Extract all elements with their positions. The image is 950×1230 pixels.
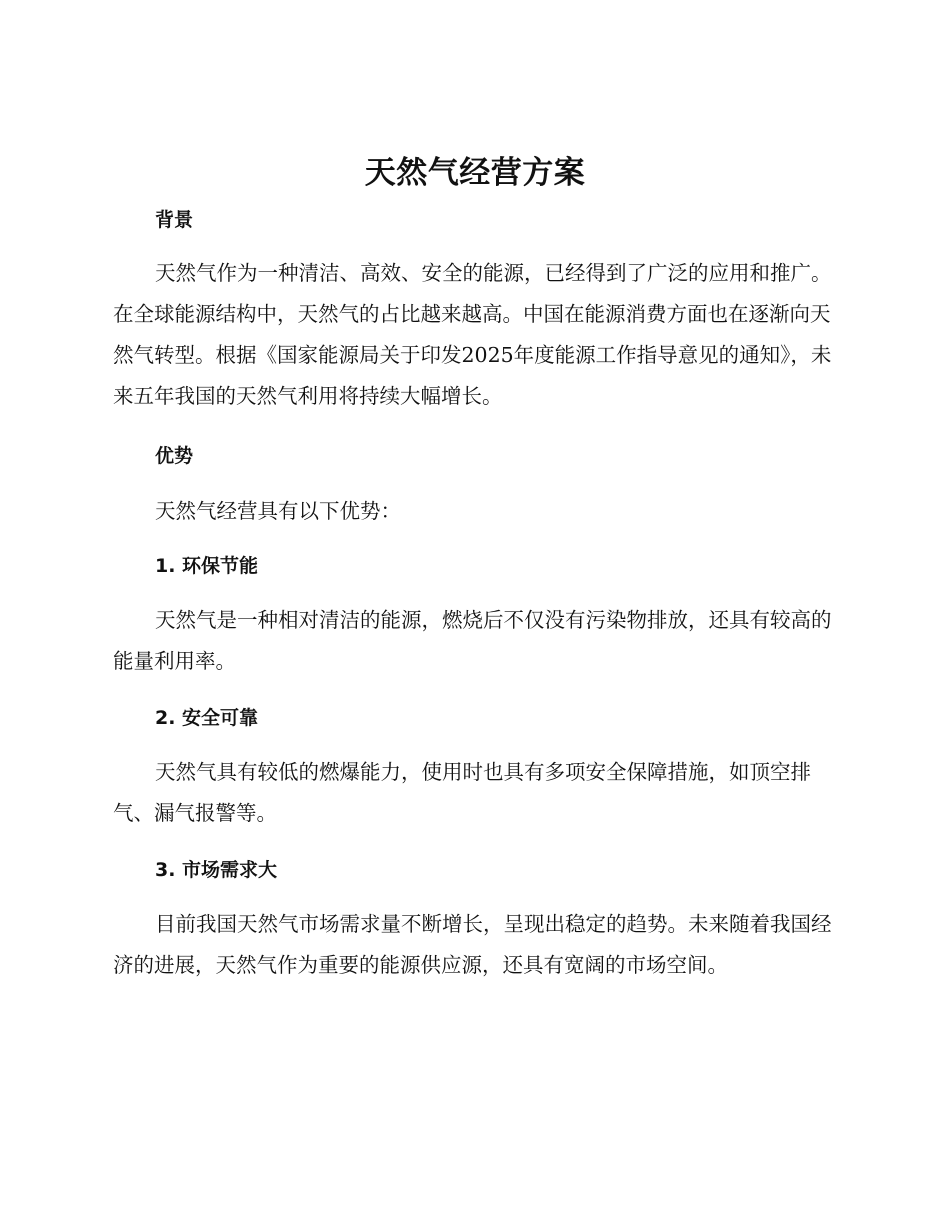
section-heading-advantages: 优势 xyxy=(155,445,194,467)
paragraph-advantage-3: 目前我国天然气市场需求量不断增长，呈现出稳定的趋势。未来随着我国经济的进展，天然气作为重要的能源供应源，还具有宽阔的市场空间。 xyxy=(113,912,832,977)
document-title: 天然气经营方案 xyxy=(364,155,586,191)
paragraph-advantage-2: 天然气具有较低的燃爆能力，使用时也具有多项安全保障措施，如顶空排气、漏气报警等。 xyxy=(113,760,811,825)
subheading-advantage-1: 1. 环保节能 xyxy=(155,555,259,577)
subheading-advantage-3: 3. 市场需求大 xyxy=(155,859,278,881)
subheading-advantage-2: 2. 安全可靠 xyxy=(155,707,259,729)
paragraph-advantage-1: 天然气是一种相对清洁的能源，燃烧后不仅没有污染物排放，还具有较高的能量利用率。 xyxy=(113,608,832,673)
paragraph-background: 天然气作为一种清洁、高效、安全的能源，已经得到了广泛的应用和推广。在全球能源结构中，天然气的占比越来越高。中国在能源消费方面也在逐渐向天然气转型。根据《国家能源局关于印发2025年度能源工作指导意见的通知》，未来五年我国的天然气利用将持续大幅增长。 xyxy=(113,261,832,408)
paragraph-advantages-intro: 天然气经营具有以下优势： xyxy=(155,499,401,523)
section-heading-background: 背景 xyxy=(155,209,194,231)
